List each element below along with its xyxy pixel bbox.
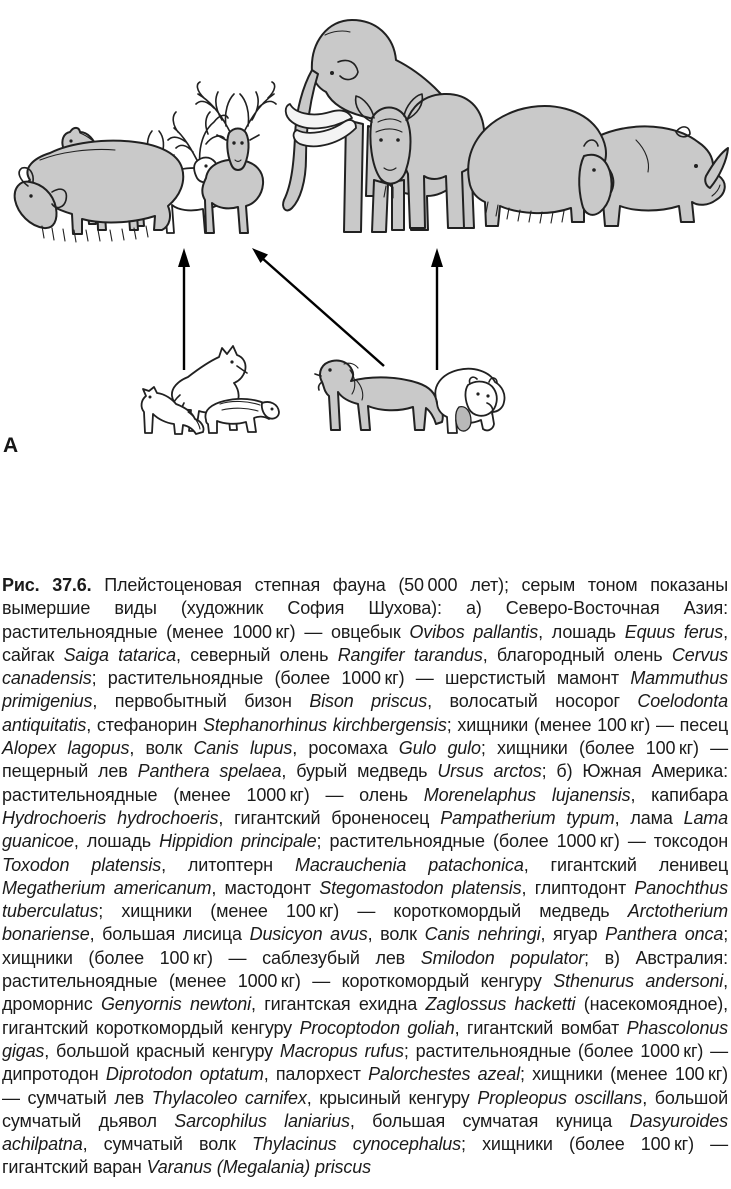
caption-segment: , литоптерн bbox=[161, 854, 295, 875]
herbivores-small-group bbox=[15, 82, 276, 242]
predators-small-group bbox=[142, 346, 279, 434]
caption-segment: Stegomastodon platensis bbox=[319, 877, 522, 898]
caption-segment: Рис. 37.6. bbox=[2, 575, 92, 595]
caption-segment: Stephanorhinus kirchbergensis bbox=[203, 714, 447, 735]
caption-segment: , крысиный кенгуру bbox=[306, 1087, 478, 1108]
caption-segment: Diprotodon optatum bbox=[105, 1064, 264, 1085]
brown-bear-illustration bbox=[435, 369, 504, 433]
caption-segment: Macropus rufus bbox=[279, 1040, 404, 1061]
caption-segment: , капибара bbox=[630, 784, 728, 805]
caption-segment: , гигантский ленивец bbox=[523, 854, 728, 875]
caption-segment: ; растительноядные (более 1000 кг) — токсодон bbox=[316, 831, 729, 852]
caption-segment: Palorchestes azeal bbox=[368, 1064, 520, 1085]
caption-segment: Hippidion principale bbox=[159, 831, 317, 852]
caption-segment: Zaglossus hacketti bbox=[425, 994, 576, 1015]
caption-segment: Morenelaphus lujanensis bbox=[423, 784, 631, 805]
caption-segment: ; хищники (менее 100 кг) — песец bbox=[446, 714, 728, 735]
caption-segment: Arctotherium bonariense bbox=[2, 901, 728, 945]
predation-arrows bbox=[178, 248, 443, 370]
caption-segment: , росомаха bbox=[292, 738, 399, 759]
caption-segment: (насекомоядное), гигантский короткомордый кенгуру bbox=[2, 994, 728, 1038]
caption-segment: Macrauchenia patachonica bbox=[294, 854, 524, 875]
caption-segment: Sarcophilus laniarius bbox=[174, 1110, 350, 1131]
caption-segment: Equus ferus bbox=[624, 621, 724, 642]
caption-segment: ; в) Австралия: растительноядные (менее 1000 кг) — короткомордый кенгуру bbox=[2, 947, 728, 992]
figure-caption bbox=[2, 574, 728, 1180]
fauna-illustration bbox=[0, 0, 731, 470]
caption-segment: , глиптодонт bbox=[521, 877, 635, 898]
caption-segment: Panthera onca bbox=[605, 924, 724, 945]
caption-segment: ; растительноядные (более 1000 кг) — шерстистый мамонт bbox=[91, 668, 631, 689]
caption-segment: Lama guanicoe bbox=[2, 807, 729, 852]
caption-segment: Alopex lagopus bbox=[2, 738, 130, 759]
caption-segment: , гигантская ехидна bbox=[251, 994, 426, 1015]
caption-segment: Megatherium americanum bbox=[2, 877, 212, 898]
caption-segment: Rangifer tarandus bbox=[337, 644, 483, 665]
caption-segment: Smilodon populator bbox=[420, 947, 585, 968]
caption-segment: Bison priscus bbox=[309, 691, 428, 712]
caption-segment: , благородный олень bbox=[482, 644, 672, 665]
caption-segment: ; хищники (более 100 кг) — гигантский варан bbox=[2, 1134, 728, 1178]
caption-segment: , сайгак bbox=[2, 621, 728, 665]
caption-segment: Canis nehringi bbox=[424, 924, 541, 945]
caption-segment: Panthera spelaea bbox=[137, 761, 282, 782]
caption-segment: , первобытный бизон bbox=[92, 691, 310, 712]
caption-segment: Thylacoleo carnifex bbox=[151, 1087, 307, 1108]
caption-segment: Pampatherium typum bbox=[440, 807, 615, 828]
caption-segment: Coelodonta antiquitatis bbox=[2, 691, 728, 735]
arrow-brown-bear-to-herbivores bbox=[431, 248, 443, 370]
caption-segment: Phascolonus gigas bbox=[2, 1017, 729, 1061]
caption-segment: , большая сумчатая куница bbox=[349, 1110, 630, 1131]
caption-segment: ; хищники (менее 100 кг) — сумчатый лев bbox=[2, 1064, 728, 1108]
cave-lion-illustration bbox=[315, 360, 443, 430]
caption-segment: , большой красный кенгуру bbox=[44, 1040, 280, 1061]
caption-segment: ; хищники (более 100 кг) — саблезубый лев bbox=[2, 924, 729, 968]
caption-segment: , дроморнис bbox=[2, 971, 728, 1015]
arrow-cave-lion-to-herbivores bbox=[252, 248, 384, 366]
caption-segment: Gulo gulo bbox=[398, 738, 481, 759]
woolly-rhinoceros-illustration bbox=[468, 106, 613, 226]
caption-segment: Hydrochoeris hydrochoeris bbox=[2, 807, 219, 828]
caption-segment: Genyornis newtoni bbox=[100, 994, 251, 1015]
herbivores-large-group bbox=[283, 20, 728, 232]
caption-segment: , лошадь bbox=[73, 831, 160, 852]
caption-segment: ; хищники (более 100 кг) — пещерный лев bbox=[2, 738, 728, 782]
caption-segment: , волосатый носорог bbox=[427, 691, 638, 712]
wolverine-illustration bbox=[205, 399, 279, 433]
caption-segment: , волк bbox=[367, 924, 425, 945]
caption-segment: Procoptodon goliah bbox=[299, 1017, 455, 1038]
caption-segment: Propleopus oscillans bbox=[477, 1087, 643, 1108]
caption-segment: , волк bbox=[129, 738, 194, 759]
caption-segment: , большой сумчатый дьявол bbox=[2, 1087, 728, 1131]
caption-segment: Dusicyon avus bbox=[249, 924, 368, 945]
caption-segment: Ovibos pallantis bbox=[409, 621, 539, 642]
caption-segment: , лама bbox=[614, 807, 684, 828]
caption-segment: , бурый медведь bbox=[281, 761, 438, 782]
caption-segment: Mammuthus primigenius bbox=[2, 668, 728, 712]
caption-segment: Thylacinus cynocephalus bbox=[252, 1134, 462, 1155]
caption-segment: Ursus arctos bbox=[437, 761, 542, 782]
caption-segment: , палорхест bbox=[263, 1064, 369, 1085]
caption-segment: Panochthus tuberculatus bbox=[2, 877, 728, 922]
caption-segment: , гигантский вомбат bbox=[454, 1017, 627, 1038]
arrow-small-predators-to-herbivores bbox=[178, 248, 190, 370]
caption-segment: ; б) Южная Америка: растительноядные (менее 1000 кг) — олень bbox=[2, 761, 729, 805]
caption-segment: Cervus canadensis bbox=[2, 644, 728, 689]
caption-segment: Dasyuroides achilpatna bbox=[2, 1110, 729, 1155]
caption-segment: Toxodon platensis bbox=[2, 854, 162, 875]
caption-segment: Sthenurus andersoni bbox=[553, 971, 724, 992]
caption-segment: , сумчатый волк bbox=[82, 1134, 252, 1155]
predators-large-group bbox=[315, 360, 505, 433]
caption-segment: Плейстоценовая степная фауна (50 000 лет); серым тоном показаны вымершие виды (художник София Шухова): а) Северо-Восточная Азия: растительноядные (менее 1000 кг) — овцебык bbox=[2, 575, 728, 642]
caption-segment: Saiga tatarica bbox=[63, 644, 177, 665]
caption-segment: , мастодонт bbox=[211, 877, 320, 898]
caption-segment: , большая лисица bbox=[89, 924, 250, 945]
caption-segment: Canis lupus bbox=[193, 738, 293, 759]
caption-segment: , гигантский броненосец bbox=[218, 807, 441, 828]
caption-segment: ; растительноядные (более 1000 кг) — дипротодон bbox=[2, 1040, 729, 1085]
panel-label-a: А bbox=[3, 434, 19, 457]
caption-segment: ; хищники (менее 100 кг) — короткомордый медведь bbox=[98, 901, 628, 922]
caption-segment: Varanus (Megalania) priscus bbox=[146, 1157, 371, 1178]
caption-segment: , стефанорин bbox=[86, 714, 203, 735]
caption-segment: , лошадь bbox=[538, 621, 625, 642]
caption-segment: , ягуар bbox=[540, 924, 606, 945]
caption-segment: , северный олень bbox=[176, 644, 338, 665]
